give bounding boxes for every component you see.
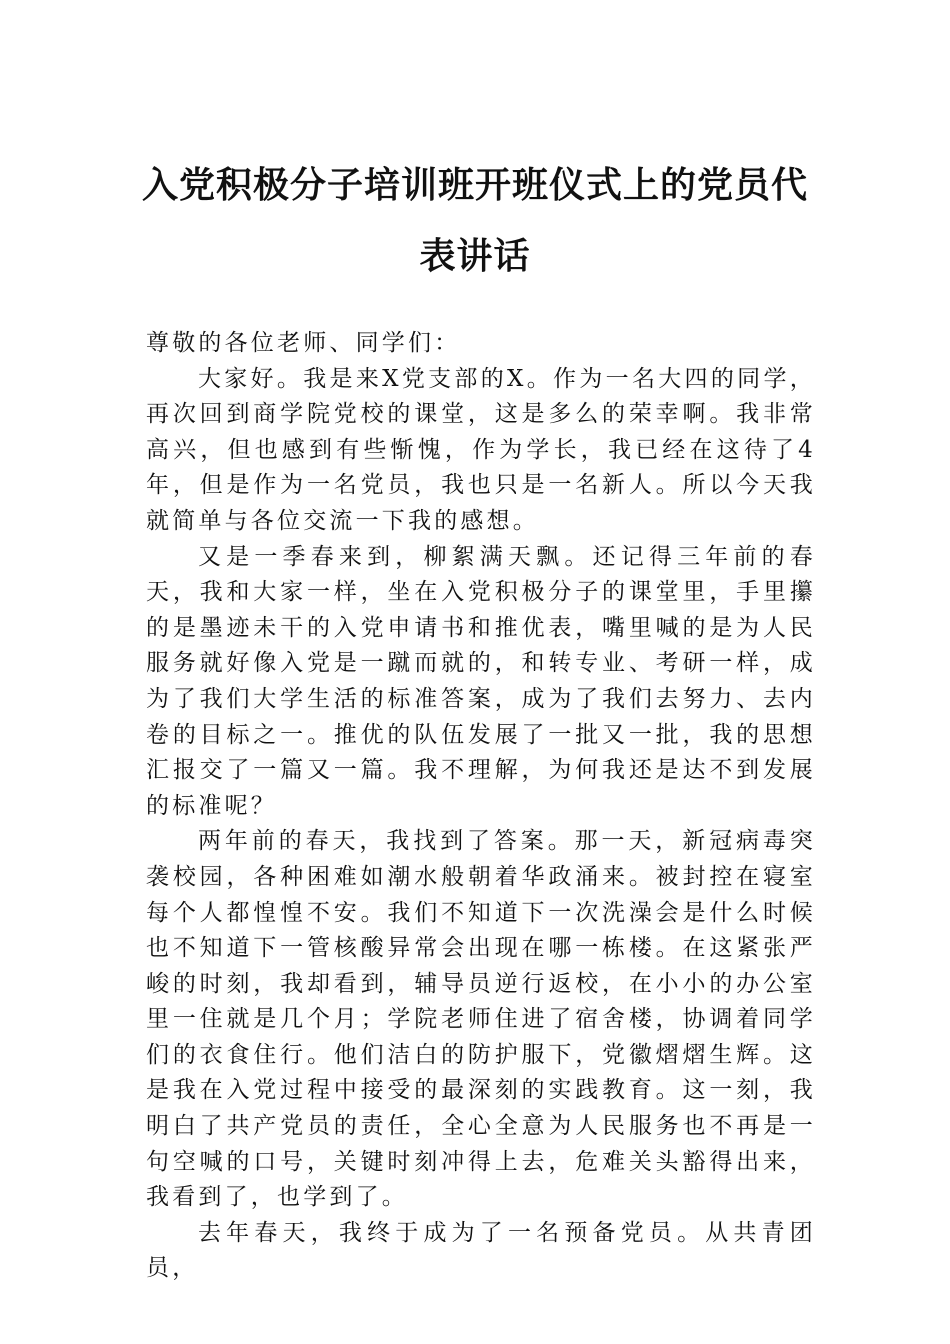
document-body [146, 326, 816, 1287]
paragraph-3: 两年前的春天，我找到了答案。那一天，新冠病毒突袭校园，各种困难如潮水般朝着华政涌来。被封控在寝室每个人都惶惶不安。我们不知道下一次洗澡会是什么时候也不知道下一管核酸异常会出现在哪一栋楼。在这紧张严峻的时刻，我却看到，辅导员逆行返校，在小小的办公室里一住就是几个月；学院老师住进了宿舍楼，协调着同学们的衣食住行。他们洁白的防护服下，党徽熠熠生辉。这是我在入党过程中接受的最深刻的实践教育。这一刻，我明白了共产党员的责任，全心全意为人民服务也不再是一句空喊的口号，关键时刻冲得上去，危难关头豁得出来，我看到了，也学到了。 [146, 828, 816, 1211]
document-title-line-2: 表讲话 [419, 235, 531, 277]
paragraph-1: 大家好。我是来X党支部的X。作为一名大四的同学，再次回到商学院党校的课堂，这是多么的荣幸啊。我非常高兴，但也感到有些惭愧，作为学长，我已经在这待了4年，但是作为一名党员，我也只是一名新人。所以今天我就简单与各位交流一下我的感想。 [146, 365, 816, 534]
paragraph-4: 去年春天，我终于成为了一名预备党员。从共青团员， [146, 1219, 816, 1282]
paragraph-2: 又是一季春来到，柳絮满天飘。还记得三年前的春天，我和大家一样，坐在入党积极分子的课堂里，手里攥的是墨迹未干的入党申请书和推优表，嘴里喊的是为人民服务就好像入党是一蹴而就的，和转专业、考研一样，成为了我们大学生活的标准答案，成为了我们去努力、去内卷的目标之一。推优的队伍发展了一批又一批，我的思想汇报交了一篇又一篇。我不理解，为何我还是达不到发展的标准呢？ [146, 543, 816, 819]
salutation: 尊敬的各位老师、同学们： [146, 330, 461, 356]
document-title-line-1: 入党积极分子培训班开班仪式上的党员代 [141, 164, 808, 206]
